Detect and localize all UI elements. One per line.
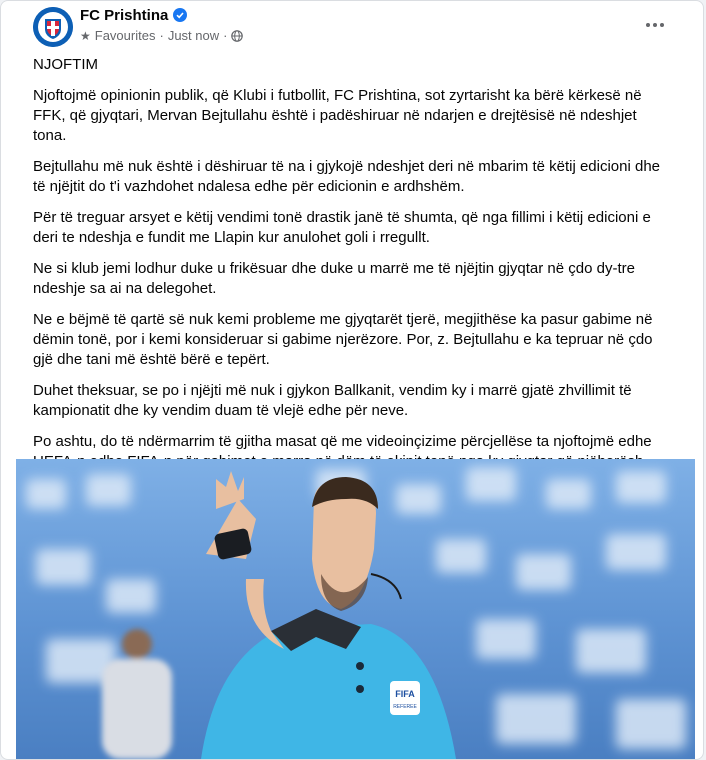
page-name-text: FC Prishtina bbox=[80, 7, 169, 24]
star-icon: ★ bbox=[80, 28, 91, 43]
post-paragraph: Ne e bëjmë të qartë së nuk kemi probleme me gjyqtarët tjerë, megjithëse ka pasur gabime në dëmin tonë, por i kemi konsideruar si gabime njerëzore. Por, z. Bejtullahu e ka tepruar në çdo gjë dhe tani më është bërë e tepërt. bbox=[33, 311, 653, 368]
post-paragraph: Duhet theksuar, se po i njëjti më nuk i gjykon Ballkanit, vendim ky i marrë gjatë zhvillimit të kampionatit dhe ky vendim duam të vlejë edhe për neve. bbox=[33, 382, 632, 419]
favourites-label[interactable]: Favourites bbox=[94, 28, 156, 43]
post-photo[interactable] bbox=[16, 459, 695, 759]
referee-badge-text: REFEREE bbox=[393, 704, 417, 710]
post-paragraph-heading: NJOFTIM bbox=[33, 56, 98, 73]
post-paragraph: Për të treguar arsyet e këtij vendimi tonë drastik janë të shumta, që nga fillimi i këtij edicioni e deri te ndeshja e fundit me Llapin kur anulohet goli i rregullt. bbox=[33, 209, 651, 246]
meta-separator: · bbox=[159, 28, 164, 43]
page-avatar[interactable] bbox=[33, 7, 73, 47]
page-name-link[interactable] bbox=[80, 7, 187, 24]
referee-photo-image bbox=[16, 459, 695, 759]
club-crest-icon bbox=[33, 7, 73, 47]
fifa-badge-text: FIFA bbox=[395, 689, 415, 699]
verified-badge-icon bbox=[173, 8, 187, 22]
post-header bbox=[1, 1, 703, 61]
post-paragraph: Po ashtu, do të ndërmarrim të gjitha masat që me videoinçizime përcjellëse ta njoftojmë edhe bbox=[33, 433, 652, 450]
post-timestamp[interactable]: Just now bbox=[167, 28, 220, 43]
more-options-icon[interactable] bbox=[639, 11, 671, 39]
post-paragraph: Njoftojmë opinionin publik, që Klubi i futbollit, FC Prishtina, sot zyrtarisht ka bërë kërkesë në FFK, që gjyqtari, Mervan Bejtullahu është i padëshiruar në ndarjen e drejtësisë në ndeshjet tona. bbox=[33, 87, 642, 144]
post-paragraph: Bejtullahu më nuk është i dëshiruar të na i gjykojë ndeshjet deri në mbarim të këtij edicioni dhe të njëjtit do t'i vazhdohet ndalesa edhe për edicionin e ardhshëm. bbox=[33, 158, 661, 195]
post-paragraph: Ne si klub jemi lodhur duke u frikësuar dhe duke u marrë me të njëjtin gjyqtar në çdo dy-tre ndeshje sa ai na delegohet. bbox=[33, 260, 635, 297]
meta-separator-2: · bbox=[223, 28, 228, 43]
globe-icon[interactable] bbox=[231, 30, 243, 42]
post-meta bbox=[80, 28, 243, 43]
post-body bbox=[33, 55, 673, 503]
